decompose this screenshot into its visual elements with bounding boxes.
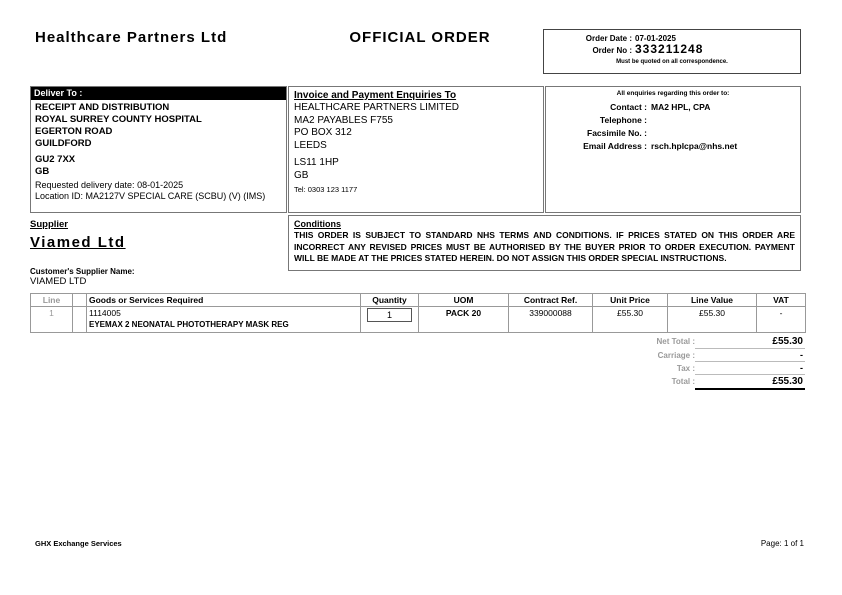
invoice-line: HEALTHCARE PARTNERS LIMITED: [294, 102, 460, 113]
contact-value: MA2 HPL, CPA: [651, 102, 711, 112]
tax-row: [560, 363, 805, 375]
table-row: [31, 307, 806, 333]
order-no-value: 333211248: [635, 42, 704, 56]
deliver-to-body: [31, 100, 286, 204]
cell-line-number: 1: [31, 307, 73, 333]
net-total-value: £55.30: [695, 336, 805, 349]
deliver-line: GUILDFORD: [35, 138, 92, 149]
deliver-postcode: GU2 7XX: [35, 154, 76, 165]
supplier-block: [30, 219, 280, 287]
item-code: 1114005: [89, 308, 121, 318]
deliver-line: RECEIPT AND DISTRIBUTION: [35, 102, 170, 113]
cell-uom: PACK 20: [419, 307, 509, 333]
contact-row: [550, 101, 796, 114]
conditions-text: THIS ORDER IS SUBJECT TO STANDARD NHS TERMS AND CONDITIONS. IF PRICES STATED ON THIS ORDER ARE INCORRECT ANY REVISED PRICES MUST BE AUTHORISED BY THE BUYER PRIOR TO ORDER EXECUTION. PAYMENT WILL BE MADE AT THE PRICES STATED HEREIN. DO NOT ASSIGN THIS ORDER SPECIAL INSTRUCTIONS.: [294, 230, 795, 263]
company-name: Healthcare Partners Ltd: [35, 29, 228, 46]
order-no-label: Order No :: [592, 46, 632, 55]
col-header-contract-ref: Contract Ref.: [509, 294, 593, 307]
invoice-line: MA2 PAYABLES F755: [294, 114, 393, 126]
net-total-label: Net Total :: [656, 337, 695, 346]
total-value: £55.30: [695, 376, 805, 390]
total-row: [560, 376, 805, 390]
email-label: Email Address :: [583, 141, 647, 151]
contact-label: Contact :: [610, 102, 647, 112]
invoice-enquiries-box: [288, 86, 544, 213]
deliver-line: EGERTON ROAD: [35, 126, 113, 137]
cell-vat: -: [757, 307, 806, 333]
telephone-row: [550, 114, 796, 127]
cell-line-value: £55.30: [668, 307, 757, 333]
location-id: Location ID: MA2127V SPECIAL CARE (SCBU) (V) (IMS): [35, 191, 266, 201]
cell-quantity: [361, 307, 419, 333]
cell-blank: [73, 307, 87, 333]
enquiries-title: All enquiries regarding this order to:: [616, 90, 730, 97]
telephone-label: Telephone :: [599, 115, 647, 125]
customer-supplier-name: VIAMED LTD: [30, 276, 87, 287]
footer-page-number: Page: 1 of 1: [760, 539, 804, 548]
tax-value: -: [695, 363, 805, 375]
invoice-enquiries-title: Invoice and Payment Enquiries To: [294, 90, 457, 101]
cell-contract-ref: 339000088: [509, 307, 593, 333]
order-date-label: Order Date :: [585, 34, 632, 43]
col-header-line: Line: [31, 294, 73, 307]
col-header-unit-price: Unit Price: [593, 294, 668, 307]
col-header-blank: [73, 294, 87, 307]
email-value: rsch.hplcpa@nhs.net: [651, 141, 738, 151]
carriage-value: -: [695, 350, 805, 362]
carriage-label: Carriage :: [657, 351, 695, 360]
conditions-title: Conditions: [294, 219, 341, 229]
order-note: Must be quoted on all correspondence.: [616, 59, 728, 65]
col-header-goods: Goods or Services Required: [87, 294, 361, 307]
facsimile-label: Facsimile No. :: [587, 128, 647, 138]
deliver-to-box: [30, 86, 287, 213]
invoice-telephone: Tel: 0303 123 1177: [294, 185, 358, 194]
conditions-box: [288, 215, 801, 271]
cell-unit-price: £55.30: [593, 307, 668, 333]
order-date-value: 07-01-2025: [635, 34, 676, 43]
col-header-uom: UOM: [419, 294, 509, 307]
tax-label: Tax :: [676, 364, 695, 373]
col-header-line-value: Line Value: [668, 294, 757, 307]
totals-block: [560, 336, 805, 391]
deliver-country: GB: [35, 166, 50, 177]
order-items-table: [30, 293, 806, 333]
deliver-line: ROYAL SURREY COUNTY HOSPITAL: [35, 114, 202, 125]
invoice-postcode: LS11 1HP: [294, 157, 339, 168]
supplier-title: Supplier: [30, 219, 69, 230]
cell-goods: [87, 307, 361, 333]
enquiries-box: [545, 86, 801, 213]
col-header-vat: VAT: [757, 294, 806, 307]
invoice-line: PO BOX 312: [294, 127, 352, 138]
invoice-line: LEEDS: [294, 139, 327, 151]
facsimile-row: [550, 127, 796, 140]
col-header-quantity: Quantity: [361, 294, 419, 307]
requested-delivery-date: Requested delivery date: 08-01-2025: [35, 180, 184, 190]
total-label: Total :: [671, 377, 695, 386]
email-row: [550, 140, 796, 153]
deliver-to-title: Deliver To :: [31, 87, 286, 100]
carriage-row: [560, 350, 805, 362]
invoice-country: GB: [294, 169, 309, 181]
item-description: EYEMAX 2 NEONATAL PHOTOTHERAPY MASK REG: [89, 320, 289, 329]
customer-supplier-label: Customer's Supplier Name:: [30, 267, 135, 276]
net-total-row: [560, 336, 805, 349]
footer-service-name: GHX Exchange Services: [35, 539, 122, 548]
order-no-row: [544, 44, 800, 56]
table-header-row: [31, 294, 806, 307]
quantity-value: 1: [367, 308, 412, 322]
order-info-box: [543, 29, 801, 74]
document-title: OFFICIAL ORDER: [349, 29, 491, 46]
supplier-name: Viamed Ltd: [30, 234, 126, 251]
